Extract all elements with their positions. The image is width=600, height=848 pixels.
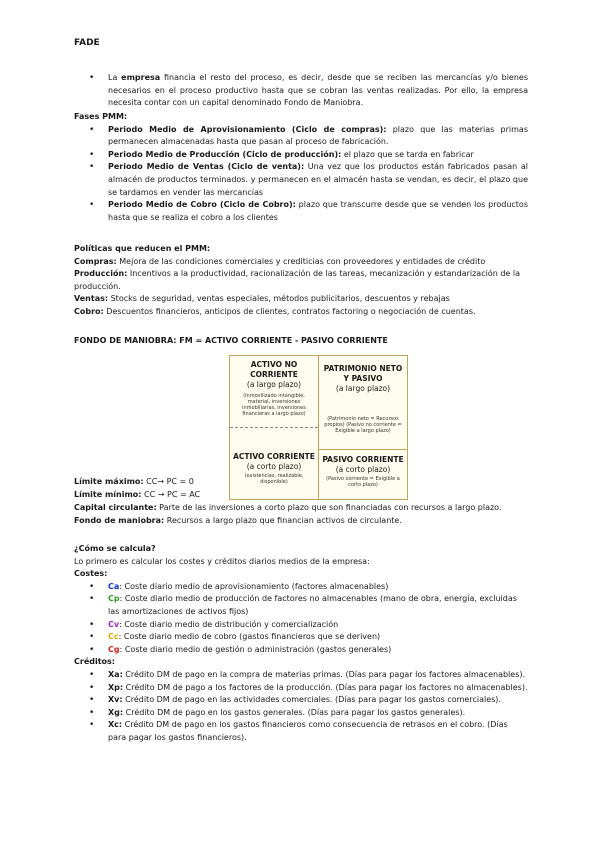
fase-text: plazo que las materias primas permanecen almacenadas hasta que pasan al proceso de fabricación. — [108, 124, 528, 147]
balance-diagram — [229, 355, 408, 500]
pasivo-corriente-cell — [321, 455, 405, 488]
politica-text: Incentivos a la productividad, racionalización de las tareas, mecanización y estandarización de la producción. — [74, 269, 520, 291]
intro-bold: empresa — [121, 73, 161, 82]
fase-text: el plazo que se tarda en fabricar — [341, 149, 474, 159]
limit-max-text: CC→ PC = 0 — [143, 477, 194, 486]
coste-code: Ca — [108, 581, 120, 591]
fase-item — [74, 161, 528, 199]
politica-label: Ventas: — [74, 294, 109, 304]
coste-item — [74, 631, 528, 644]
definition-text: Recursos a largo plazo que financian activos de circulante. — [164, 515, 402, 525]
definition-label: Fondo de maniobra: — [74, 515, 165, 525]
pn-title: PATRIMONIO NETO Y PASIVO — [323, 364, 403, 383]
politica-text: Descuentos financieros, anticipos de clientes, contratos factoring o negociación de cuentas. — [103, 306, 476, 316]
limit-max-label: Límite máximo: — [74, 477, 144, 486]
pn-note: (Patrimonio neto = Recursos propios) (Pasivo no corriente = Exigible a largo plazo) — [324, 416, 402, 434]
coste-text: : Coste diario medio de gestión o administración (gastos generales) — [119, 644, 392, 654]
politica-item — [74, 256, 528, 269]
limit-min — [74, 489, 234, 502]
politica-label: Cobro: — [74, 306, 104, 316]
credito-item — [74, 719, 528, 744]
creditos-title: Créditos: — [74, 657, 115, 667]
credito-text: Crédito DM de pago en los gastos generales. (Días para pagar los gastos generales). — [123, 707, 466, 717]
fase-label: Periodo Medio de Aprovisionamiento (Ciclo de compras): — [108, 124, 387, 134]
intro-list — [74, 72, 528, 110]
credito-code: Xg: — [108, 707, 124, 717]
activo-no-corriente-cell — [232, 360, 316, 417]
credito-code: Xp: — [108, 682, 124, 692]
activo-corriente-cell — [232, 452, 316, 485]
credito-item — [74, 694, 528, 707]
intro-item — [74, 72, 528, 110]
credito-text: Crédito DM de pago a los factores de la producción. (Días para pagar los factores no almacenables). — [123, 682, 528, 692]
coste-text: : Coste diario medio de cobro (gastos financieros que se deriven) — [118, 632, 381, 642]
politica-item — [74, 293, 528, 306]
coste-item — [74, 619, 528, 632]
fases-section — [74, 111, 528, 224]
coste-item — [74, 644, 528, 657]
intro-pre: La — [108, 73, 122, 82]
definition-item — [74, 515, 534, 528]
diagram-divider-vertical — [318, 356, 319, 499]
limits-section — [74, 476, 234, 501]
credito-text: Crédito DM de pago en las actividades comerciales. (Días para pagar los gastos comerciales). — [122, 695, 501, 705]
coste-text: : Coste diario medio de aprovisionamiento (factores almacenables) — [119, 581, 389, 591]
politica-item — [74, 268, 528, 293]
politicas-title: Políticas que reducen el PMM: — [74, 244, 211, 253]
costes-list — [74, 581, 528, 657]
anc-title: ACTIVO NO CORRIENTE — [250, 360, 298, 379]
politica-text: Stocks de seguridad, ventas especiales, métodos publicitarios, descuentos y rebajas — [108, 294, 450, 304]
anc-note: (inmovilizado intangible, material, inversiones inmobiliarias, inversiones financieras a largo plazo) — [242, 393, 306, 417]
credito-item — [74, 669, 528, 682]
pc-sub: (a corto plazo) — [335, 465, 391, 474]
credito-code: Xv: — [108, 695, 123, 705]
coste-code: Cp — [108, 594, 120, 604]
coste-text: : Coste diario medio de producción de factores no almacenables (mano de obra, energía, excluidas las amortizaciones de activos fijos) — [108, 594, 517, 616]
calc-section — [74, 543, 528, 745]
coste-code: Cv — [108, 619, 120, 629]
fases-title: Fases PMM: — [74, 112, 128, 121]
politica-label: Compras: — [74, 256, 117, 266]
creditos-list — [74, 669, 528, 745]
ac-sub: (a corto plazo) — [246, 462, 302, 471]
politica-item — [74, 306, 528, 319]
coste-code: Cc — [108, 632, 119, 642]
page-header: FADE — [74, 38, 100, 48]
politica-label: Producción: — [74, 269, 128, 279]
ac-title: ACTIVO CORRIENTE — [233, 452, 315, 461]
definition-item — [74, 502, 534, 515]
diagram-divider-left — [230, 427, 318, 428]
coste-item — [74, 593, 528, 618]
credito-item — [74, 707, 528, 720]
fase-label: Periodo Medio de Cobro (Ciclo de Cobro): — [108, 200, 296, 210]
definitions-section — [74, 502, 534, 527]
ac-note: (existencias, realizable, disponible) — [244, 473, 304, 485]
credito-code: Xc: — [108, 720, 123, 730]
fase-text: Una vez que los productos están fabricados pasan al almacén de productos terminados. y permanecen en el almacén hasta se vendan, es decir, el plazo que se tardamos en vender las mercancías — [108, 162, 528, 197]
limit-min-label: Límite mínimo: — [74, 489, 142, 499]
definition-label: Capital circulante: — [74, 503, 157, 512]
costes-title: Costes: — [74, 569, 108, 579]
fase-item — [74, 124, 528, 149]
fase-label: Periodo Medio de Producción (Ciclo de producción): — [108, 149, 342, 159]
fase-item — [74, 199, 528, 224]
pc-note: (Pasivo corriente = Exigible a corto plazo) — [326, 476, 400, 488]
limit-min-text: CC → PC = AC — [141, 489, 201, 499]
intro-post: financia el resto del proceso, es decir, desde que se reciben las mercancías y/o bienes necesarios en el proceso productivo hasta que se cobran las ventas realizadas. Por ello, la empresa necesita contar con un capital denominado Fondo de Maniobra. — [108, 73, 528, 108]
politicas-section — [74, 243, 528, 319]
fase-item — [74, 149, 528, 162]
calc-title: ¿Cómo se calcula? — [74, 544, 156, 553]
coste-text: : Coste diario medio de distribución y comercialización — [119, 619, 339, 629]
anc-sub: (a largo plazo) — [246, 380, 302, 389]
credito-text: Crédito DM de pago en los gastos financieros como consecuencia de retrasos en el cobro. (Días para pagar los gastos financieros). — [108, 720, 508, 742]
calc-intro: Lo primero es calcular los costes y créditos diarios medios de la empresa: — [74, 556, 370, 566]
fase-text: plazo que transcurre desde que se venden los productos hasta que se realiza el cobro a los clientes — [108, 200, 528, 222]
patrimonio-neto-cell — [321, 364, 405, 434]
credito-code: Xa: — [108, 669, 123, 679]
fase-label: Periodo Medio de Ventas (Ciclo de venta): — [108, 162, 305, 172]
pc-title: PASIVO CORRIENTE — [322, 455, 404, 464]
fm-title: FONDO DE MANIOBRA: FM = ACTIVO CORRIENTE - PASIVO CORRIENTE — [74, 336, 388, 345]
coste-code: Cg — [108, 644, 120, 654]
pn-sub: (a largo plazo) — [335, 384, 391, 393]
credito-item — [74, 682, 528, 695]
fases-list — [74, 124, 528, 225]
definition-text: Parte de las inversiones a corto plazo que son financiadas con recursos a largo plazo. — [156, 503, 502, 512]
diagram-divider-right — [319, 449, 407, 450]
coste-item — [74, 581, 528, 594]
credito-text: Crédito DM de pago en la compra de materias primas. (Días para pagar los factores almacenables). — [122, 669, 526, 679]
limit-max — [74, 476, 234, 489]
politica-text: Mejora de las condiciones comerciales y crediticias con proveedores y entidades de crédito — [116, 256, 486, 266]
